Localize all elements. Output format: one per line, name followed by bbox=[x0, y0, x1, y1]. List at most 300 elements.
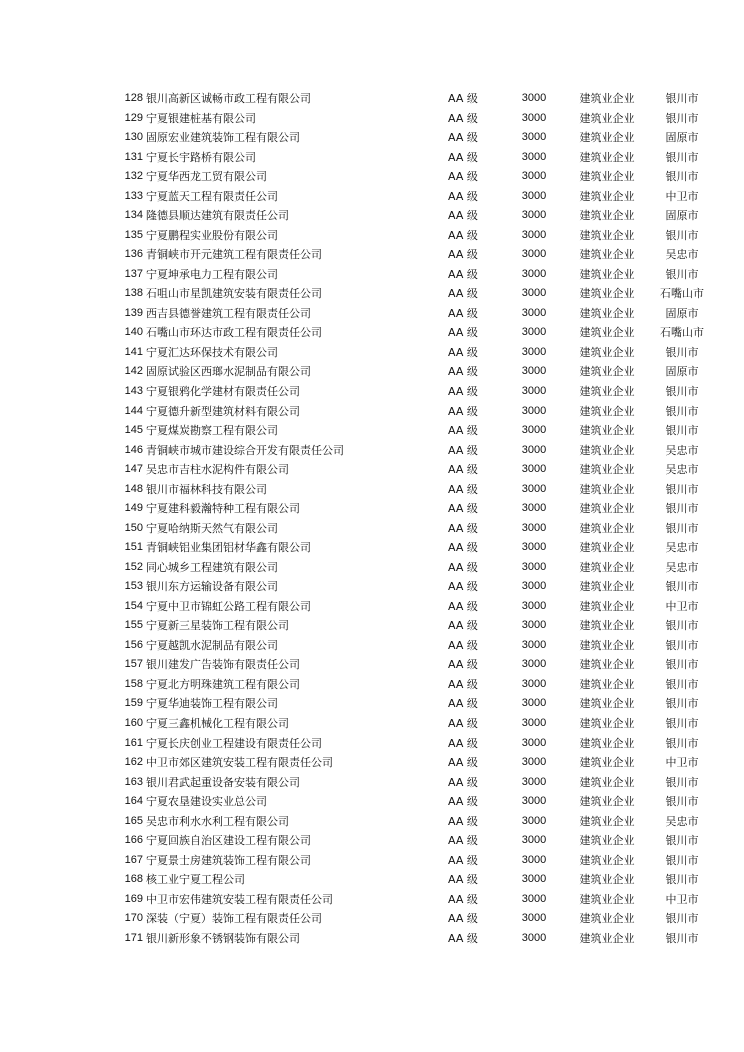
credit-grade: AA 级 bbox=[448, 365, 478, 379]
city: 银川市 bbox=[665, 834, 699, 848]
enterprise-type: 建筑业企业 bbox=[579, 189, 635, 203]
enterprise-type: 建筑业企业 bbox=[579, 404, 635, 418]
table-row bbox=[112, 499, 712, 519]
company-name: 宁夏三鑫机械化工程有限公司 bbox=[146, 717, 289, 730]
credit-grade: AA 级 bbox=[448, 873, 478, 887]
credit-amount: 3000 bbox=[521, 150, 547, 163]
row-number: 158 bbox=[124, 677, 143, 690]
city: 银川市 bbox=[665, 424, 699, 438]
enterprise-type: 建筑业企业 bbox=[579, 287, 635, 301]
city: 银川市 bbox=[665, 717, 699, 730]
enterprise-type: 建筑业企业 bbox=[579, 814, 635, 828]
row-number: 154 bbox=[124, 599, 143, 612]
company-name: 宁夏汇达环保技术有限公司 bbox=[146, 345, 278, 359]
city: 银川市 bbox=[665, 150, 699, 164]
credit-amount: 3000 bbox=[521, 795, 547, 808]
company-name: 宁夏建科毅瀚特种工程有限公司 bbox=[146, 502, 300, 516]
credit-amount: 3000 bbox=[521, 658, 547, 671]
credit-grade: AA 级 bbox=[448, 814, 478, 828]
enterprise-type: 建筑业企业 bbox=[579, 463, 635, 477]
credit-amount: 3000 bbox=[521, 619, 547, 632]
table-row bbox=[112, 304, 712, 324]
table-row bbox=[112, 206, 712, 226]
row-number: 157 bbox=[124, 658, 143, 671]
city: 银川市 bbox=[665, 228, 699, 242]
row-number: 162 bbox=[124, 756, 143, 769]
credit-amount: 3000 bbox=[521, 853, 547, 866]
enterprise-type: 建筑业企业 bbox=[579, 170, 635, 184]
company-name: 石咀山市星凯建筑安装有限责任公司 bbox=[146, 287, 322, 301]
enterprise-type: 建筑业企业 bbox=[579, 756, 635, 770]
credit-grade: AA 级 bbox=[448, 248, 478, 262]
credit-amount: 3000 bbox=[521, 248, 547, 261]
company-name: 宁夏银建桩基有限公司 bbox=[146, 111, 256, 125]
credit-amount: 3000 bbox=[521, 834, 547, 847]
credit-grade: AA 级 bbox=[448, 209, 478, 223]
table-row bbox=[112, 890, 712, 910]
row-number: 131 bbox=[124, 150, 143, 163]
city: 银川市 bbox=[665, 697, 699, 711]
credit-grade: AA 级 bbox=[448, 267, 478, 281]
credit-amount: 3000 bbox=[521, 502, 547, 515]
credit-grade: AA 级 bbox=[448, 111, 478, 125]
enterprise-type: 建筑业企业 bbox=[579, 365, 635, 379]
table-row bbox=[112, 128, 712, 148]
credit-grade: AA 级 bbox=[448, 717, 478, 730]
enterprise-type: 建筑业企业 bbox=[579, 580, 635, 594]
city: 银川市 bbox=[665, 931, 699, 945]
company-name: 吴忠市利水水利工程有限公司 bbox=[146, 814, 289, 828]
credit-grade: AA 级 bbox=[448, 736, 478, 750]
table-row bbox=[112, 597, 712, 617]
enterprise-type: 建筑业企业 bbox=[579, 209, 635, 223]
enterprise-type: 建筑业企业 bbox=[579, 560, 635, 574]
credit-amount: 3000 bbox=[521, 912, 547, 925]
row-number: 164 bbox=[124, 795, 143, 808]
city: 银川市 bbox=[665, 912, 699, 926]
city: 中卫市 bbox=[665, 756, 699, 770]
city: 银川市 bbox=[665, 795, 699, 809]
credit-amount: 3000 bbox=[521, 736, 547, 749]
table-row bbox=[112, 636, 712, 656]
enterprise-type: 建筑业企业 bbox=[579, 131, 635, 145]
credit-amount: 3000 bbox=[521, 306, 547, 319]
company-name: 银川市福林科技有限公司 bbox=[146, 482, 267, 496]
city: 吴忠市 bbox=[665, 463, 699, 477]
company-name: 宁夏德升新型建筑材料有限公司 bbox=[146, 404, 300, 418]
credit-grade: AA 级 bbox=[448, 658, 478, 672]
credit-grade: AA 级 bbox=[448, 424, 478, 438]
enterprise-type: 建筑业企业 bbox=[579, 892, 635, 906]
credit-grade: AA 级 bbox=[448, 189, 478, 203]
enterprise-type: 建筑业企业 bbox=[579, 677, 635, 691]
credit-amount: 3000 bbox=[521, 365, 547, 378]
enterprise-type: 建筑业企业 bbox=[579, 306, 635, 320]
credit-grade: AA 级 bbox=[448, 931, 478, 945]
company-name: 宁夏华迪装饰工程有限公司 bbox=[146, 697, 278, 711]
table-row bbox=[112, 109, 712, 129]
credit-amount: 3000 bbox=[521, 111, 547, 124]
company-name: 宁夏银鸦化学建材有限责任公司 bbox=[146, 384, 300, 398]
company-name: 同心城乡工程建筑有限公司 bbox=[146, 560, 278, 574]
table-row bbox=[112, 382, 712, 402]
enterprise-type: 建筑业企业 bbox=[579, 931, 635, 945]
row-number: 155 bbox=[124, 619, 143, 632]
city: 银川市 bbox=[665, 92, 699, 105]
enterprise-type: 建筑业企业 bbox=[579, 638, 635, 652]
table-row bbox=[112, 831, 712, 851]
company-name: 中卫市宏伟建筑安装工程有限责任公司 bbox=[146, 892, 333, 906]
city: 银川市 bbox=[665, 873, 699, 887]
company-list-body bbox=[112, 89, 712, 948]
credit-grade: AA 级 bbox=[448, 287, 478, 301]
table-row bbox=[112, 812, 712, 832]
credit-amount: 3000 bbox=[521, 267, 547, 280]
credit-grade: AA 级 bbox=[448, 150, 478, 164]
table-row bbox=[112, 226, 712, 246]
credit-grade: AA 级 bbox=[448, 599, 478, 613]
company-list-table bbox=[112, 89, 712, 948]
enterprise-type: 建筑业企业 bbox=[579, 853, 635, 867]
credit-grade: AA 级 bbox=[448, 345, 478, 359]
enterprise-type: 建筑业企业 bbox=[579, 658, 635, 672]
row-number: 132 bbox=[124, 170, 143, 183]
credit-amount: 3000 bbox=[521, 170, 547, 183]
table-row bbox=[112, 792, 712, 812]
credit-amount: 3000 bbox=[521, 677, 547, 690]
credit-grade: AA 级 bbox=[448, 131, 478, 145]
company-name: 宁夏长庆创业工程建设有限责任公司 bbox=[146, 736, 322, 750]
table-row bbox=[112, 265, 712, 285]
table-row bbox=[112, 577, 712, 597]
credit-grade: AA 级 bbox=[448, 756, 478, 770]
credit-amount: 3000 bbox=[521, 463, 547, 476]
company-name: 固原试验区西瑯水泥制品有限公司 bbox=[146, 365, 311, 379]
row-number: 160 bbox=[124, 717, 143, 729]
credit-amount: 3000 bbox=[521, 482, 547, 495]
credit-amount: 3000 bbox=[521, 287, 547, 300]
credit-grade: AA 级 bbox=[448, 834, 478, 848]
row-number: 161 bbox=[124, 736, 143, 749]
table-row bbox=[112, 167, 712, 187]
company-name: 青铜峡市开元建筑工程有限责任公司 bbox=[146, 248, 322, 262]
city: 吴忠市 bbox=[665, 443, 699, 457]
table-row bbox=[112, 343, 712, 363]
company-name: 宁夏新三星装饰工程有限公司 bbox=[146, 619, 289, 633]
credit-grade: AA 级 bbox=[448, 384, 478, 398]
enterprise-type: 建筑业企业 bbox=[579, 267, 635, 281]
company-name: 青铜峡铝业集团铝材华鑫有限公司 bbox=[146, 541, 311, 555]
credit-amount: 3000 bbox=[521, 814, 547, 827]
credit-amount: 3000 bbox=[521, 521, 547, 534]
company-name: 西吉县德誉建筑工程有限责任公司 bbox=[146, 306, 311, 320]
company-name: 宁夏鹏程实业股份有限公司 bbox=[146, 228, 278, 242]
city: 银川市 bbox=[665, 658, 699, 672]
row-number: 169 bbox=[124, 892, 143, 905]
city: 银川市 bbox=[665, 502, 699, 516]
company-name: 宁夏中卫市锦虹公路工程有限公司 bbox=[146, 599, 311, 613]
row-number: 130 bbox=[124, 131, 143, 144]
table-row bbox=[112, 480, 712, 500]
city: 银川市 bbox=[665, 345, 699, 359]
company-name: 固原宏业建筑装饰工程有限公司 bbox=[146, 131, 300, 145]
enterprise-type: 建筑业企业 bbox=[579, 228, 635, 242]
credit-amount: 3000 bbox=[521, 345, 547, 358]
enterprise-type: 建筑业企业 bbox=[579, 697, 635, 711]
table-row bbox=[112, 694, 712, 714]
credit-grade: AA 级 bbox=[448, 521, 478, 535]
row-number: 156 bbox=[124, 638, 143, 651]
table-row bbox=[112, 929, 712, 949]
company-name: 银川君武起重设备安装有限公司 bbox=[146, 775, 300, 789]
city: 吴忠市 bbox=[665, 248, 699, 262]
table-row bbox=[112, 362, 712, 382]
company-name: 吴忠市吉柱水泥构件有限公司 bbox=[146, 463, 289, 477]
company-name: 宁夏回族自治区建设工程有限公司 bbox=[146, 834, 311, 848]
credit-amount: 3000 bbox=[521, 209, 547, 222]
city: 银川市 bbox=[665, 580, 699, 594]
credit-amount: 3000 bbox=[521, 873, 547, 886]
credit-grade: AA 级 bbox=[448, 560, 478, 574]
row-number: 167 bbox=[124, 853, 143, 866]
enterprise-type: 建筑业企业 bbox=[579, 150, 635, 164]
company-name: 银川东方运输设备有限公司 bbox=[146, 580, 278, 594]
credit-amount: 3000 bbox=[521, 599, 547, 612]
company-name: 宁夏北方明珠建筑工程有限公司 bbox=[146, 677, 300, 691]
row-number: 153 bbox=[124, 580, 143, 593]
table-row bbox=[112, 402, 712, 422]
credit-amount: 3000 bbox=[521, 228, 547, 241]
credit-grade: AA 级 bbox=[448, 638, 478, 652]
table-row bbox=[112, 870, 712, 890]
company-name: 核工业宁夏工程公司 bbox=[146, 873, 245, 887]
credit-grade: AA 级 bbox=[448, 677, 478, 691]
table-row bbox=[112, 519, 712, 539]
company-name: 青铜峡市城市建设综合开发有限责任公司 bbox=[146, 443, 344, 457]
enterprise-type: 建筑业企业 bbox=[579, 619, 635, 633]
credit-grade: AA 级 bbox=[448, 619, 478, 633]
row-number: 134 bbox=[124, 209, 143, 222]
city: 吴忠市 bbox=[665, 541, 699, 555]
city: 银川市 bbox=[665, 736, 699, 750]
row-number: 159 bbox=[124, 697, 143, 710]
city: 中卫市 bbox=[665, 599, 699, 613]
enterprise-type: 建筑业企业 bbox=[579, 111, 635, 125]
credit-grade: AA 级 bbox=[448, 463, 478, 477]
row-number: 166 bbox=[124, 834, 143, 847]
credit-grade: AA 级 bbox=[448, 170, 478, 184]
table-row bbox=[112, 616, 712, 636]
company-name: 宁夏华西龙工贸有限公司 bbox=[146, 170, 267, 184]
city: 银川市 bbox=[665, 619, 699, 633]
credit-grade: AA 级 bbox=[448, 795, 478, 809]
table-row bbox=[112, 773, 712, 793]
row-number: 139 bbox=[124, 306, 143, 319]
enterprise-type: 建筑业企业 bbox=[579, 795, 635, 809]
credit-amount: 3000 bbox=[521, 756, 547, 769]
credit-grade: AA 级 bbox=[448, 697, 478, 711]
table-row bbox=[112, 421, 712, 441]
city: 银川市 bbox=[665, 482, 699, 496]
table-row bbox=[112, 753, 712, 773]
row-number: 133 bbox=[124, 189, 143, 202]
city: 固原市 bbox=[665, 306, 699, 320]
credit-grade: AA 级 bbox=[448, 92, 478, 105]
row-number: 142 bbox=[124, 365, 143, 378]
company-name: 宁夏景士房建筑装饰工程有限公司 bbox=[146, 853, 311, 867]
enterprise-type: 建筑业企业 bbox=[579, 736, 635, 750]
table-row bbox=[112, 441, 712, 461]
city: 固原市 bbox=[665, 209, 699, 223]
credit-grade: AA 级 bbox=[448, 853, 478, 867]
enterprise-type: 建筑业企业 bbox=[579, 424, 635, 438]
table-row bbox=[112, 460, 712, 480]
credit-amount: 3000 bbox=[521, 931, 547, 944]
credit-grade: AA 级 bbox=[448, 228, 478, 242]
enterprise-type: 建筑业企业 bbox=[579, 326, 635, 340]
city: 吴忠市 bbox=[665, 814, 699, 828]
credit-grade: AA 级 bbox=[448, 482, 478, 496]
credit-grade: AA 级 bbox=[448, 326, 478, 340]
credit-grade: AA 级 bbox=[448, 541, 478, 555]
enterprise-type: 建筑业企业 bbox=[579, 482, 635, 496]
credit-amount: 3000 bbox=[521, 697, 547, 710]
credit-amount: 3000 bbox=[521, 326, 547, 339]
table-row bbox=[112, 558, 712, 578]
city: 银川市 bbox=[665, 111, 699, 125]
table-row bbox=[112, 89, 712, 109]
credit-amount: 3000 bbox=[521, 443, 547, 456]
credit-amount: 3000 bbox=[521, 189, 547, 202]
credit-amount: 3000 bbox=[521, 541, 547, 554]
credit-amount: 3000 bbox=[521, 775, 547, 788]
row-number: 144 bbox=[124, 404, 143, 417]
table-row bbox=[112, 284, 712, 304]
city: 石嘴山市 bbox=[660, 287, 704, 301]
company-name: 银川新形象不锈钢装饰有限公司 bbox=[146, 931, 300, 945]
credit-amount: 3000 bbox=[521, 424, 547, 437]
credit-amount: 3000 bbox=[521, 717, 547, 729]
row-number: 135 bbox=[124, 228, 143, 241]
enterprise-type: 建筑业企业 bbox=[579, 345, 635, 359]
city: 银川市 bbox=[665, 267, 699, 281]
row-number: 171 bbox=[124, 931, 143, 944]
city: 银川市 bbox=[665, 775, 699, 789]
city: 固原市 bbox=[665, 365, 699, 379]
city: 银川市 bbox=[665, 170, 699, 184]
credit-amount: 3000 bbox=[521, 384, 547, 397]
row-number: 163 bbox=[124, 775, 143, 788]
row-number: 138 bbox=[124, 287, 143, 300]
row-number: 170 bbox=[124, 912, 143, 925]
credit-grade: AA 级 bbox=[448, 502, 478, 516]
city: 固原市 bbox=[665, 131, 699, 145]
enterprise-type: 建筑业企业 bbox=[579, 541, 635, 555]
table-row bbox=[112, 909, 712, 929]
credit-grade: AA 级 bbox=[448, 892, 478, 906]
city: 中卫市 bbox=[665, 892, 699, 906]
city: 银川市 bbox=[665, 853, 699, 867]
credit-grade: AA 级 bbox=[448, 775, 478, 789]
row-number: 151 bbox=[124, 541, 143, 554]
company-name: 隆德县顺达建筑有限责任公司 bbox=[146, 209, 289, 223]
row-number: 145 bbox=[124, 424, 143, 437]
row-number: 141 bbox=[124, 345, 143, 358]
row-number: 146 bbox=[124, 443, 143, 456]
credit-grade: AA 级 bbox=[448, 404, 478, 418]
enterprise-type: 建筑业企业 bbox=[579, 384, 635, 398]
row-number: 137 bbox=[124, 267, 143, 280]
row-number: 152 bbox=[124, 560, 143, 573]
table-row bbox=[112, 675, 712, 695]
enterprise-type: 建筑业企业 bbox=[579, 599, 635, 613]
company-name: 银川建发广告装饰有限责任公司 bbox=[146, 658, 300, 672]
row-number: 147 bbox=[124, 463, 143, 476]
enterprise-type: 建筑业企业 bbox=[579, 775, 635, 789]
city: 银川市 bbox=[665, 384, 699, 398]
credit-amount: 3000 bbox=[521, 404, 547, 417]
company-name: 中卫市郊区建筑安装工程有限责任公司 bbox=[146, 756, 333, 770]
table-row bbox=[112, 245, 712, 265]
credit-amount: 3000 bbox=[521, 638, 547, 651]
row-number: 128 bbox=[124, 92, 143, 104]
company-name: 宁夏长宇路桥有限公司 bbox=[146, 150, 256, 164]
credit-grade: AA 级 bbox=[448, 912, 478, 926]
city: 银川市 bbox=[665, 521, 699, 535]
table-row bbox=[112, 538, 712, 558]
enterprise-type: 建筑业企业 bbox=[579, 502, 635, 516]
row-number: 140 bbox=[124, 326, 143, 339]
enterprise-type: 建筑业企业 bbox=[579, 717, 635, 730]
company-name: 宁夏坤承电力工程有限公司 bbox=[146, 267, 278, 281]
company-name: 宁夏农垦建设实业总公司 bbox=[146, 795, 267, 809]
enterprise-type: 建筑业企业 bbox=[579, 912, 635, 926]
table-row bbox=[112, 655, 712, 675]
company-name: 石嘴山市环达市政工程有限责任公司 bbox=[146, 326, 322, 340]
table-row bbox=[112, 851, 712, 871]
company-name: 宁夏哈纳斯天然气有限公司 bbox=[146, 521, 278, 535]
row-number: 165 bbox=[124, 814, 143, 827]
credit-amount: 3000 bbox=[521, 580, 547, 593]
enterprise-type: 建筑业企业 bbox=[579, 834, 635, 848]
city: 银川市 bbox=[665, 638, 699, 652]
company-name: 宁夏煤炭勘察工程有限公司 bbox=[146, 424, 278, 438]
table-row bbox=[112, 187, 712, 207]
row-number: 143 bbox=[124, 384, 143, 397]
enterprise-type: 建筑业企业 bbox=[579, 521, 635, 535]
credit-amount: 3000 bbox=[521, 92, 547, 104]
city: 银川市 bbox=[665, 677, 699, 691]
credit-amount: 3000 bbox=[521, 131, 547, 144]
credit-grade: AA 级 bbox=[448, 306, 478, 320]
row-number: 129 bbox=[124, 111, 143, 124]
credit-grade: AA 级 bbox=[448, 443, 478, 457]
company-name: 宁夏越凯水泥制品有限公司 bbox=[146, 638, 278, 652]
city: 石嘴山市 bbox=[660, 326, 704, 340]
enterprise-type: 建筑业企业 bbox=[579, 443, 635, 457]
credit-amount: 3000 bbox=[521, 892, 547, 905]
table-row bbox=[112, 148, 712, 168]
city: 银川市 bbox=[665, 404, 699, 418]
credit-amount: 3000 bbox=[521, 560, 547, 573]
enterprise-type: 建筑业企业 bbox=[579, 873, 635, 887]
company-name: 深装（宁夏）装饰工程有限责任公司 bbox=[146, 912, 322, 926]
row-number: 148 bbox=[124, 482, 143, 495]
company-name: 宁夏蓝天工程有限责任公司 bbox=[146, 189, 278, 203]
row-number: 136 bbox=[124, 248, 143, 261]
enterprise-type: 建筑业企业 bbox=[579, 92, 635, 105]
row-number: 168 bbox=[124, 873, 143, 886]
